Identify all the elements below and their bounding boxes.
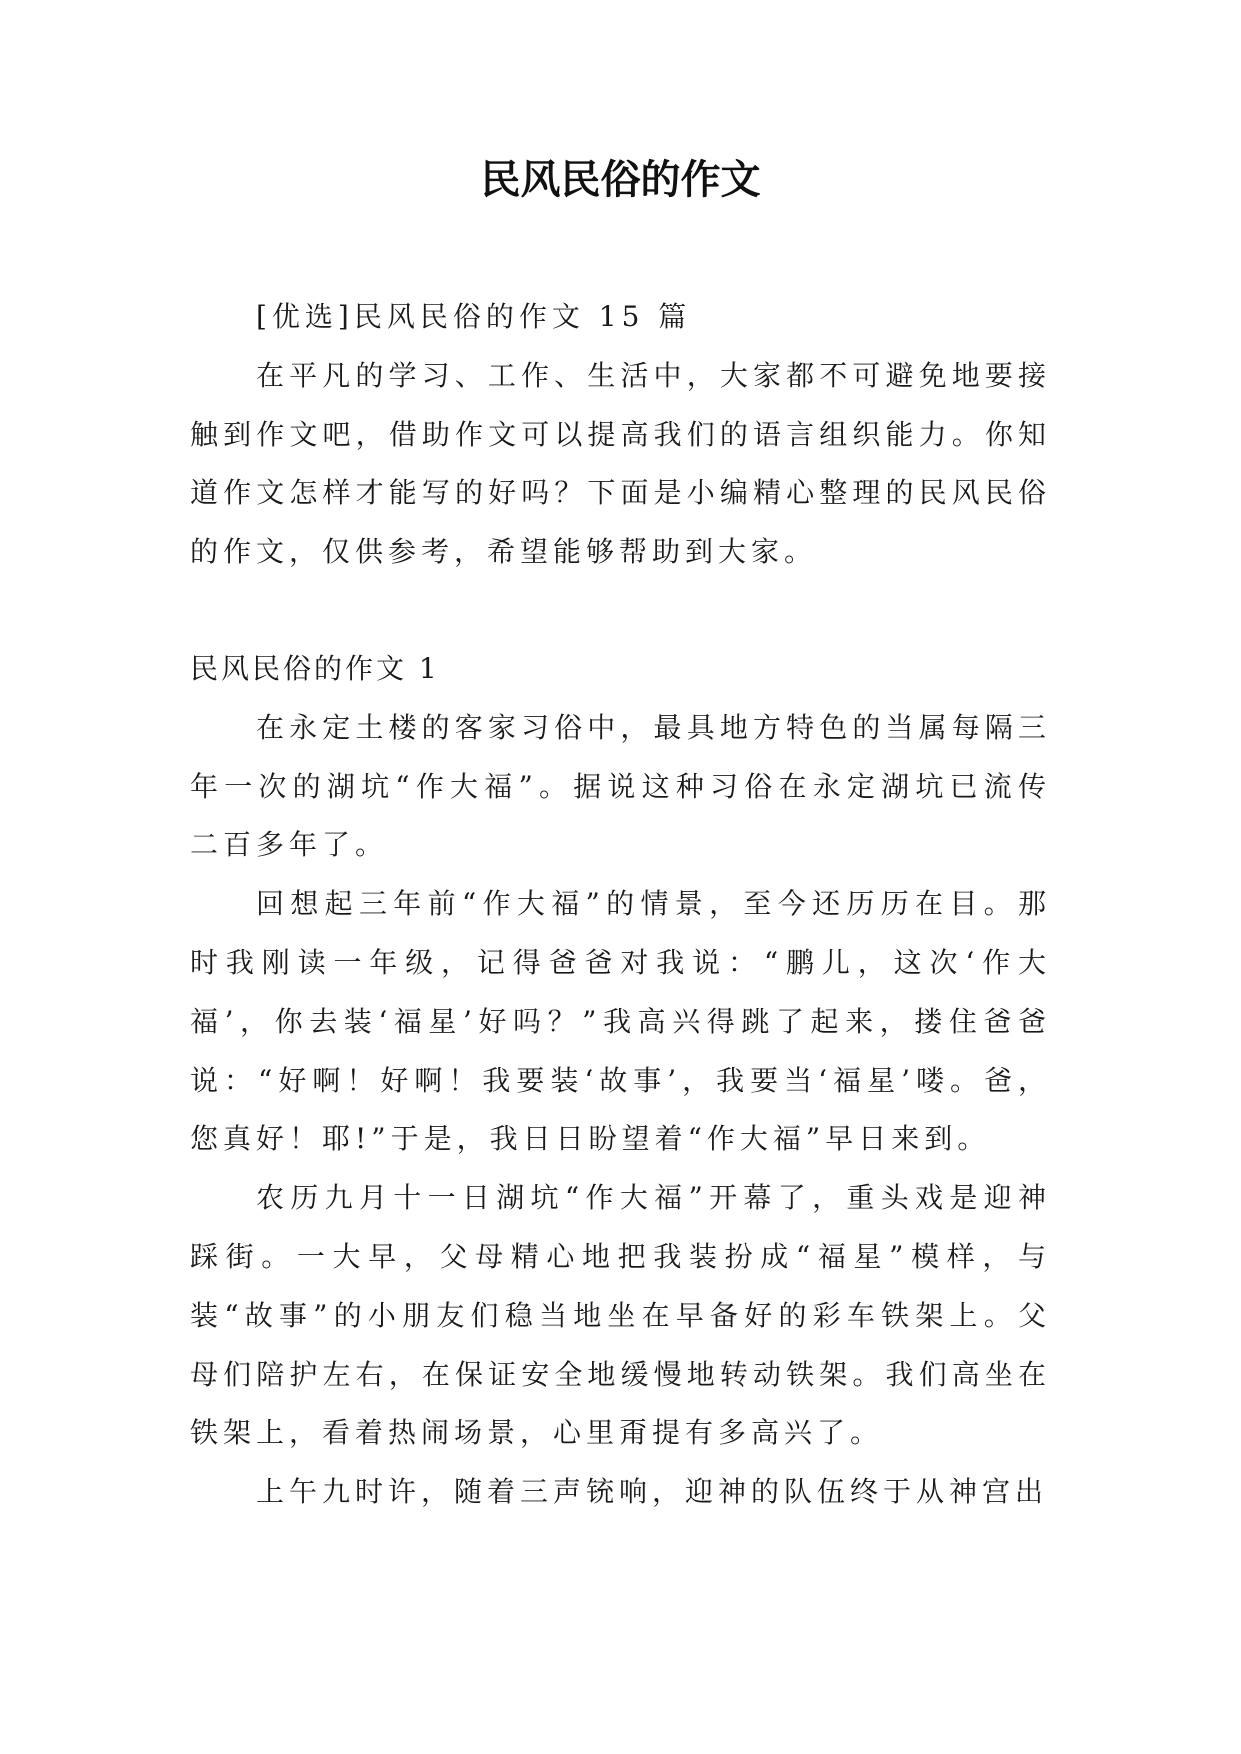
paragraph: 农历九月十一日湖坑“作大福”开幕了，重头戏是迎神踩街。一大早，父母精心地把我装扮成“福星”模样，与装“故事”的小朋友们稳当地坐在早备好的彩车铁架上。父母们陪护左右，在保证安全地缓慢地转动铁架。我们高坐在铁架上，看着热闹场景，心里甭提有多高兴了。 [190, 1181, 1051, 1450]
intro-paragraph: 在平凡的学习、工作、生活中，大家都不可避免地要接触到作文吧，借助作文可以提高我们的语言组织能力。你知道作文怎样才能写的好吗？下面是小编精心整理的民风民俗的作文，仅供参考，希望能够帮助到大家。 [190, 358, 1051, 569]
document-subtitle: [优选]民风民俗的作文 15 篇 [256, 300, 692, 333]
page-title: 民风民俗的作文 [480, 157, 761, 203]
section-heading: 民风民俗的作文 1 [190, 651, 440, 685]
document-body [190, 288, 1051, 1522]
section-spacer [190, 582, 1051, 640]
paragraph: 上午九时许，随着三声铳响，迎神的队伍终于从神宫出 [256, 1475, 1049, 1509]
paragraph: 回想起三年前“作大福”的情景，至今还历历在目。那时我刚读一年级，记得爸爸对我说：“鹏儿，这次‘作大福’，你去装‘福星’好吗？”我高兴得跳了起来，搂住爸爸说：“好啊！好啊！我要装‘故事’，我要当‘福星’喽。爸，您真好！耶!”于是，我日日盼望着“作大福”早日来到。 [190, 887, 1051, 1156]
paragraph: 在永定土楼的客家习俗中，最具地方特色的当属每隔三年一次的湖坑“作大福”。据说这种习俗在永定湖坑已流传二百多年了。 [190, 710, 1051, 862]
